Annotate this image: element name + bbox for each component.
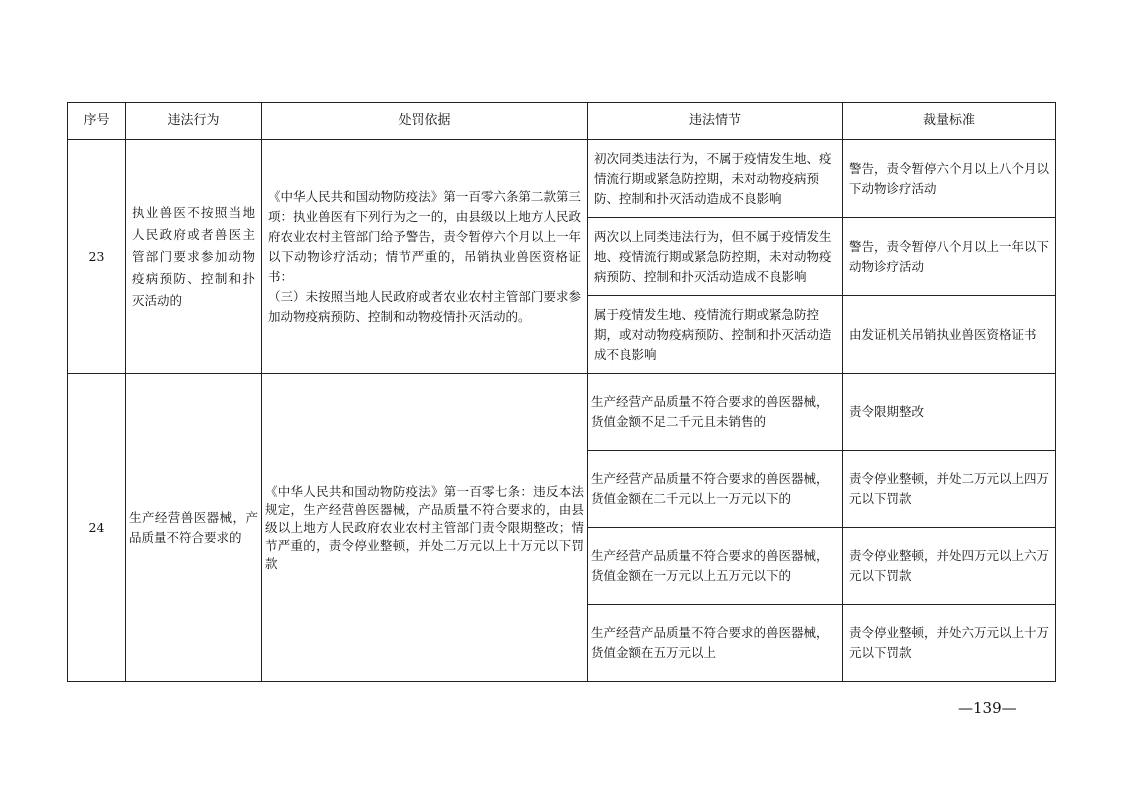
circumstance-cell: 生产经营产品质量不符合要求的兽医器械，货值金额在一万元以上五万元以下的 <box>588 528 843 605</box>
standard-cell: 责令限期整改 <box>843 374 1056 451</box>
penalty-table <box>67 102 1056 682</box>
table-row <box>68 374 1056 451</box>
circumstance-cell: 生产经营产品质量不符合要求的兽医器械，货值金额不足二千元且未销售的 <box>588 374 843 451</box>
row-number: 24 <box>68 374 126 682</box>
header-standard: 裁量标准 <box>843 103 1056 140</box>
legal-basis-text: 《中华人民共和国动物防疫法》第一百零六条第二款第三项：执业兽医有下列行为之一的，由县级以上地方人民政府农业农村主管部门给予警告，责令暂停六个月以上一年以下动物诊疗活动；情节严重的，吊销执业兽医资格证书： <box>268 188 581 284</box>
page-number: —139— <box>958 699 1017 717</box>
header-legal-basis: 处罚依据 <box>262 103 588 140</box>
circumstance-cell: 属于疫情发生地、疫情流行期或紧急防控期，或对动物疫病预防、控制和扑灭活动造成不良影响 <box>588 296 843 374</box>
violation-cell: 执业兽医不按照当地人民政府或者兽医主管部门要求参加动物疫病预防、控制和扑灭活动的 <box>126 140 262 374</box>
circumstance-cell: 两次以上同类违法行为，但不属于疫情发生地、疫情流行期或紧急防控期，未对动物疫病预防、控制和扑灭活动造成不良影响 <box>588 218 843 296</box>
circumstance-cell: 生产经营产品质量不符合要求的兽医器械，货值金额在五万元以上 <box>588 605 843 682</box>
violation-cell: 生产经营兽医器械，产品质量不符合要求的 <box>126 374 262 682</box>
standard-cell: 由发证机关吊销执业兽医资格证书 <box>843 296 1056 374</box>
standard-cell: 责令停业整顿，并处四万元以上六万元以下罚款 <box>843 528 1056 605</box>
table-row <box>68 140 1056 218</box>
circumstance-cell: 初次同类违法行为，不属于疫情发生地、疫情流行期或紧急防控期，未对动物疫病预防、控制和扑灭活动造成不良影响 <box>588 140 843 218</box>
circumstance-cell: 生产经营产品质量不符合要求的兽医器械，货值金额在二千元以上一万元以下的 <box>588 451 843 528</box>
legal-basis-clause: （三）未按照当地人民政府或者农业农村主管部门要求参加动物疫病预防、控制和动物疫情扑灭活动的。 <box>268 288 581 324</box>
header-circumstance: 违法情节 <box>588 103 843 140</box>
row-number: 23 <box>68 140 126 374</box>
standard-cell: 责令停业整顿，并处六万元以上十万元以下罚款 <box>843 605 1056 682</box>
standard-cell: 警告，责令暂停八个月以上一年以下动物诊疗活动 <box>843 218 1056 296</box>
legal-basis-cell <box>262 140 588 374</box>
table-header-row <box>68 103 1056 140</box>
header-violation: 违法行为 <box>126 103 262 140</box>
header-number: 序号 <box>68 103 126 140</box>
standard-cell: 警告，责令暂停六个月以上八个月以下动物诊疗活动 <box>843 140 1056 218</box>
standard-cell: 责令停业整顿，并处二万元以上四万元以下罚款 <box>843 451 1056 528</box>
legal-basis-cell: 《中华人民共和国动物防疫法》第一百零七条：违反本法规定，生产经营兽医器械，产品质量不符合要求的，由县级以上地方人民政府农业农村主管部门责令限期整改；情节严重的，责令停业整顿，并处二万元以上十万元以下罚款 <box>262 374 588 682</box>
